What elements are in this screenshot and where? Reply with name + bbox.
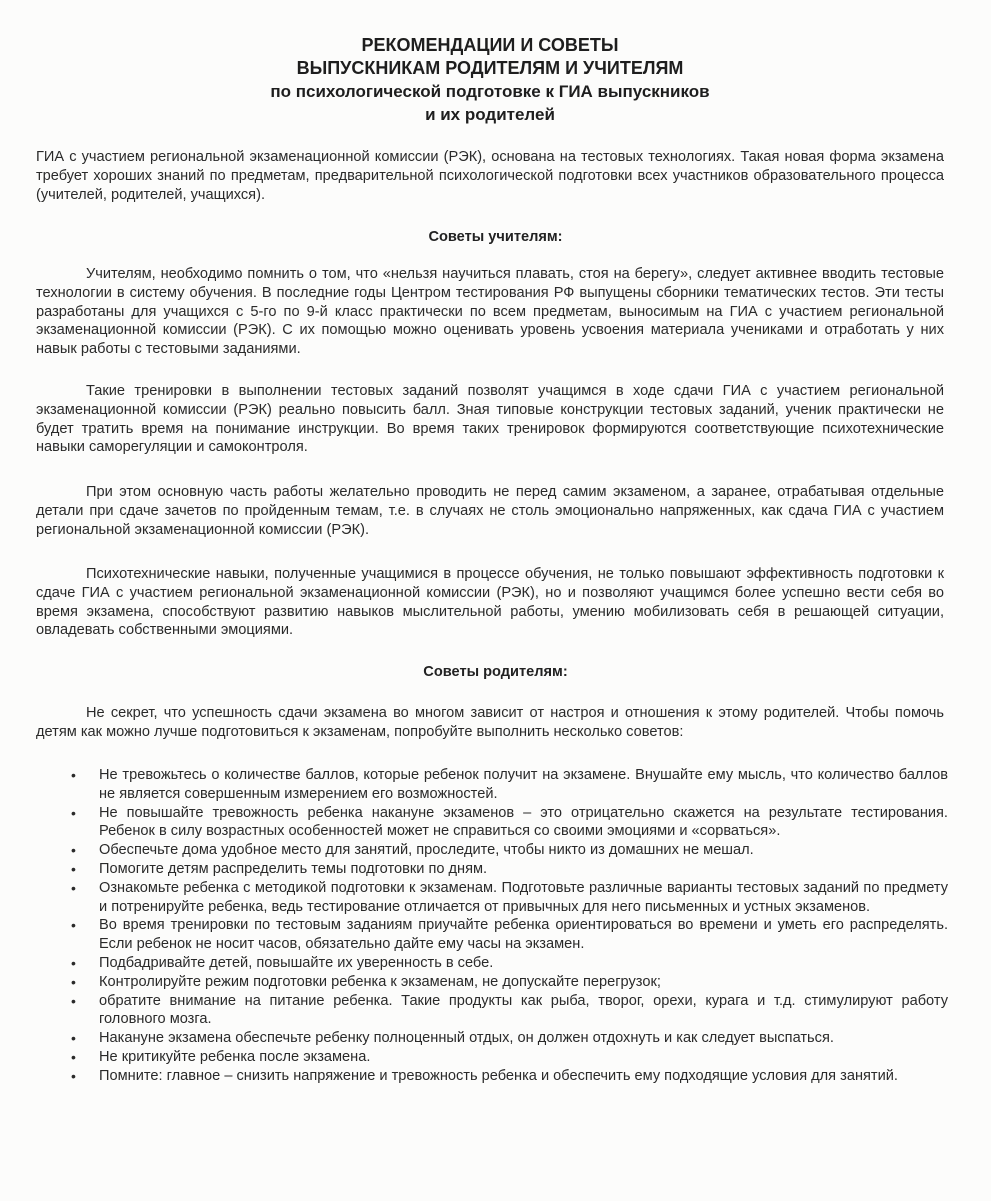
list-item: [36, 973, 948, 992]
bullet-icon: •: [71, 767, 76, 783]
title-line-1: РЕКОМЕНДАЦИИ И СОВЕТЫ: [361, 35, 619, 55]
list-item-text: Не критикуйте ребенка после экзамена.: [99, 1048, 371, 1065]
bullet-icon: •: [71, 992, 76, 1009]
document-title: [150, 34, 830, 126]
bullet-icon: •: [71, 860, 76, 877]
bullet-icon: •: [71, 954, 76, 971]
parents-advice-list: [36, 766, 948, 1086]
bullet-icon: •: [71, 1030, 76, 1047]
list-item: [36, 766, 948, 804]
title-line-4: и их родителей: [425, 105, 555, 124]
list-item: [36, 1029, 948, 1048]
list-item: [36, 1048, 948, 1067]
bullet-icon: •: [71, 1048, 76, 1065]
list-item-text: Накануне экзамена обеспечьте ребенку полноценный отдых, он должен отдохнуть и как следует выспаться.: [99, 1030, 834, 1047]
list-item: [36, 1067, 948, 1086]
title-line-3: по психологической подготовке к ГИА выпускников: [270, 82, 710, 101]
list-item-text: Помните: главное – снизить напряжение и тревожность ребенка и обеспечить ему подходящие условия для занятий.: [99, 1067, 898, 1084]
list-item: [36, 916, 948, 954]
teachers-heading: Советы учителям:: [428, 229, 563, 245]
teachers-paragraph-4: Психотехнические навыки, полученные учащимися в процессе обучения, не только повышают эффективность подготовки к сдаче ГИА с участием региональной экзаменационной комиссии (РЭК), но и позволяют учащимся более успешно вести себя во время экзамена, способствуют развитию навыков мыслительной работы, умению мобилизовать себя в решающей ситуации, овладевать собственными эмоциями.: [36, 566, 944, 639]
list-item-text: обратите внимание на питание ребенка. Такие продукты как рыба, творог, орехи, курага и т.д. стимулируют работу головного мозга.: [99, 992, 948, 1028]
bullet-icon: •: [71, 842, 76, 859]
list-item: [36, 992, 948, 1030]
teachers-paragraph-3: При этом основную часть работы желательно проводить не перед самим экзаменом, а заранее, отрабатывая отдельные детали при сдаче зачетов по пройденным темам, т.е. в случаях не столь эмоционально напряженных, как сдача ГИА с участием региональной экзаменационной комиссии (РЭК).: [36, 484, 944, 538]
bullet-icon: •: [71, 879, 76, 896]
list-item-text: Контролируйте режим подготовки ребенка к экзаменам, не допускайте перегрузок;: [99, 973, 661, 990]
bullet-icon: •: [71, 917, 76, 934]
bullet-icon: •: [71, 804, 76, 821]
bullet-icon: •: [71, 973, 76, 990]
list-item-text: Помогите детям распределить темы подготовки по дням.: [99, 860, 488, 877]
list-item-text: Подбадривайте детей, повышайте их уверенность в себе.: [99, 954, 494, 971]
list-item-text: Не тревожьтесь о количестве баллов, которые ребенок получит на экзамене. Внушайте ему мысль, что количество баллов не является совершенным измерением его возможностей.: [99, 767, 948, 802]
list-item: [36, 879, 948, 917]
title-line-2: ВЫПУСКНИКАМ РОДИТЕЛЯМ И УЧИТЕЛЯМ: [296, 58, 684, 78]
teachers-paragraph-1: Учителям, необходимо помнить о том, что «нельзя научиться плавать, стоя на берегу», следует активнее вводить тестовые технологии в систему обучения. В последние годы Центром тестирования РФ выпущены сборники тематических тестов. Эти тесты разработаны для учащихся с 5-го по 9-й класс практически по всем предметам, выносимым на ГИА с участием региональной экзаменационной комиссии (РЭК). С их помощью можно оценивать уровень усвоения материала учениками и отработать у них навык работы с тестовыми заданиями.: [36, 266, 944, 358]
list-item: [36, 841, 948, 860]
teachers-paragraph-2: Такие тренировки в выполнении тестовых заданий позволят учащимся в ходе сдачи ГИА с участием региональной экзаменационной комиссии (РЭК) реально повысить балл. Зная типовые конструкции тестовых заданий, ученик практически не будет тратить время на понимание инструкции. Во время таких тренировок формируются соответствующие психотехнические навыки саморегуляции и самоконтроля.: [36, 383, 944, 456]
parents-intro: Не секрет, что успешность сдачи экзамена во многом зависит от настроя и отношения к этому родителей. Чтобы помочь детям как можно лучше подготовиться к экзаменам, попробуйте выполнить несколько советов:: [36, 705, 944, 740]
parents-heading: Советы родителям:: [423, 664, 568, 680]
list-item: [36, 860, 948, 879]
list-item: [36, 804, 948, 842]
list-item-text: Во время тренировки по тестовым заданиям приучайте ребенка ориентироваться во времени и уметь его распределять. Если ребенок не носит часов, обязательно дайте ему часы на экзамен.: [99, 917, 948, 953]
list-item-text: Обеспечьте дома удобное место для занятий, проследите, чтобы никто из домашних не мешал.: [99, 842, 754, 859]
list-item: [36, 954, 948, 973]
list-item-text: Ознакомьте ребенка с методикой подготовки к экзаменам. Подготовьте различные варианты тестовых заданий по предмету и потренируйте ребенка, ведь тестирование отличается от привычных для него письменных и устных экзаменов.: [99, 879, 948, 915]
bullet-icon: •: [71, 1067, 76, 1084]
intro-paragraph: ГИА с участием региональной экзаменационной комиссии (РЭК), основана на тестовых технологиях. Такая новая форма экзамена требует хороших знаний по предметам, предварительной психологической подготовки всех участников образовательного процесса (учителей, родителей, учащихся).: [36, 149, 944, 203]
list-item-text: Не повышайте тревожность ребенка накануне экзаменов – это отрицательно скажется на результате тестирования. Ребенок в силу возрастных особенностей может не справиться со своими эмоциями и «сорваться».: [99, 804, 948, 840]
